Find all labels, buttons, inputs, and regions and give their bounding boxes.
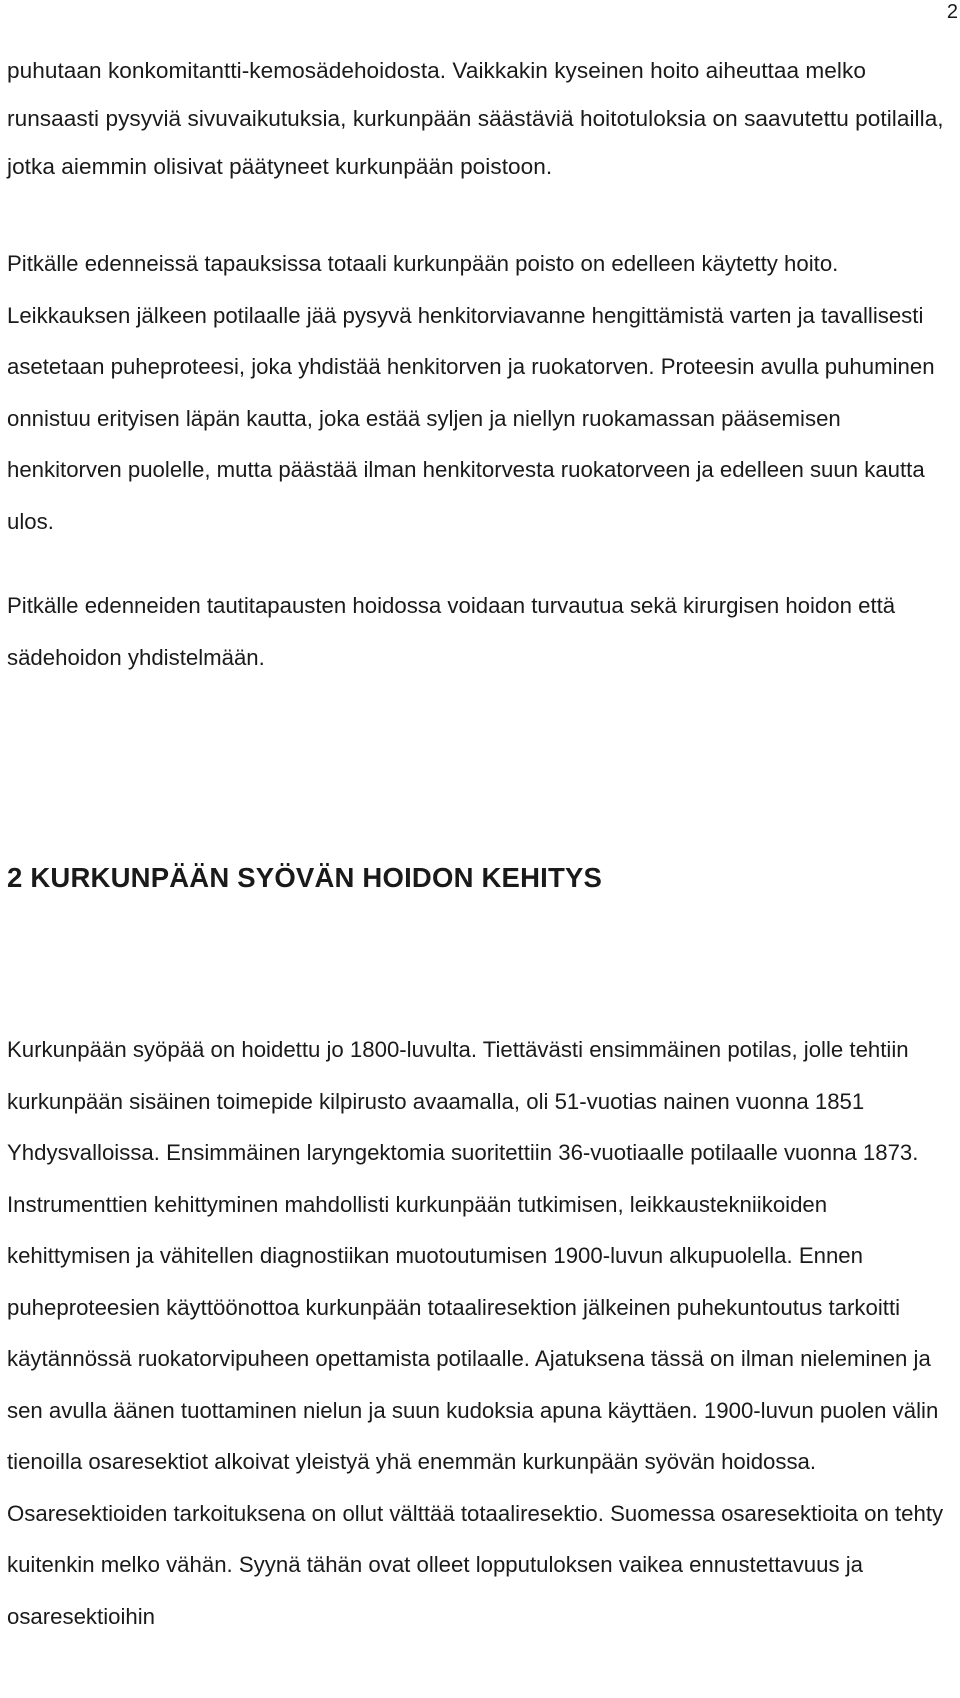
paragraph-chemoradiotherapy: puhutaan konkomitantti-kemosädehoidosta. Vaikkakin kyseinen hoito aiheuttaa melko runsaasti pysyviä sivuvaikutuksia, kurkunpään säästäviä hoitotuloksia on saavutettu potilailla, jotka aiemmin olisivat päätyneet kurkunpään poistoon.: [7, 58, 944, 179]
section-heading: 2 KURKUNPÄÄN SYÖVÄN HOIDON KEHITYS: [7, 862, 603, 893]
page-number: 2: [946, 1, 958, 23]
paragraph-treatment-history: Kurkunpään syöpää on hoidettu jo 1800-luvulta. Tiettävästi ensimmäinen potilas, jolle tehtiin kurkunpään sisäinen toimepide kilpirusto avaamalla, oli 51-vuotias nainen vuonna 1851 Yhdysvalloissa. Ensimmäinen laryngektomia suoritettiin 36-vuotiaalle potilaalle vuonna 1873. Instrumenttien kehittyminen mahdollisti kurkunpään tutkimisen, leikkaustekniikoiden kehittymisen ja vähitellen diagnostiikan muotoutumisen 1900-luvun alkupuolella. Ennen puheproteesien käyttöönottoa kurkunpään totaaliresektion jälkeinen puhekuntoutus tarkoitti käytännössä ruokatorvipuheen opettamista potilaalle. Ajatuksena tässä on ilman nieleminen ja sen avulla äänen tuottaminen nielun ja suun kudoksia apuna käyttäen. 1900-luvun puolen välin tienoilla osaresektiot alkoivat yleistyä yhä enemmän kurkunpään syövän hoidossa. Osaresektioiden tarkoituksena on ollut välttää totaaliresektio. Suomessa osaresektioita on tehty kuitenkin melko vähän. Syynä tähän ovat olleet lopputuloksen vaikea ennustettavuus ja osaresektioihin: [7, 1037, 944, 1629]
paragraph-combined-treatment: Pitkälle edenneiden tautitapausten hoidossa voidaan turvautua sekä kirurgisen hoidon että sädehoidon yhdistelmään.: [7, 593, 896, 670]
paragraph-total-laryngectomy: Pitkälle edenneissä tapauksissa totaali kurkunpään poisto on edelleen käytetty hoito. Leikkauksen jälkeen potilaalle jää pysyvä henkitorviavanne hengittämistä varten ja tavallisesti asetetaan puheproteesi, joka yhdistää henkitorven ja ruokatorven. Proteesin avulla puhuminen onnistuu erityisen läpän kautta, joka estää syljen ja niellyn ruokamassan pääsemisen henkitorven puolelle, mutta päästää ilman henkitorvesta ruokatorveen ja edelleen suun kautta ulos.: [7, 251, 935, 534]
